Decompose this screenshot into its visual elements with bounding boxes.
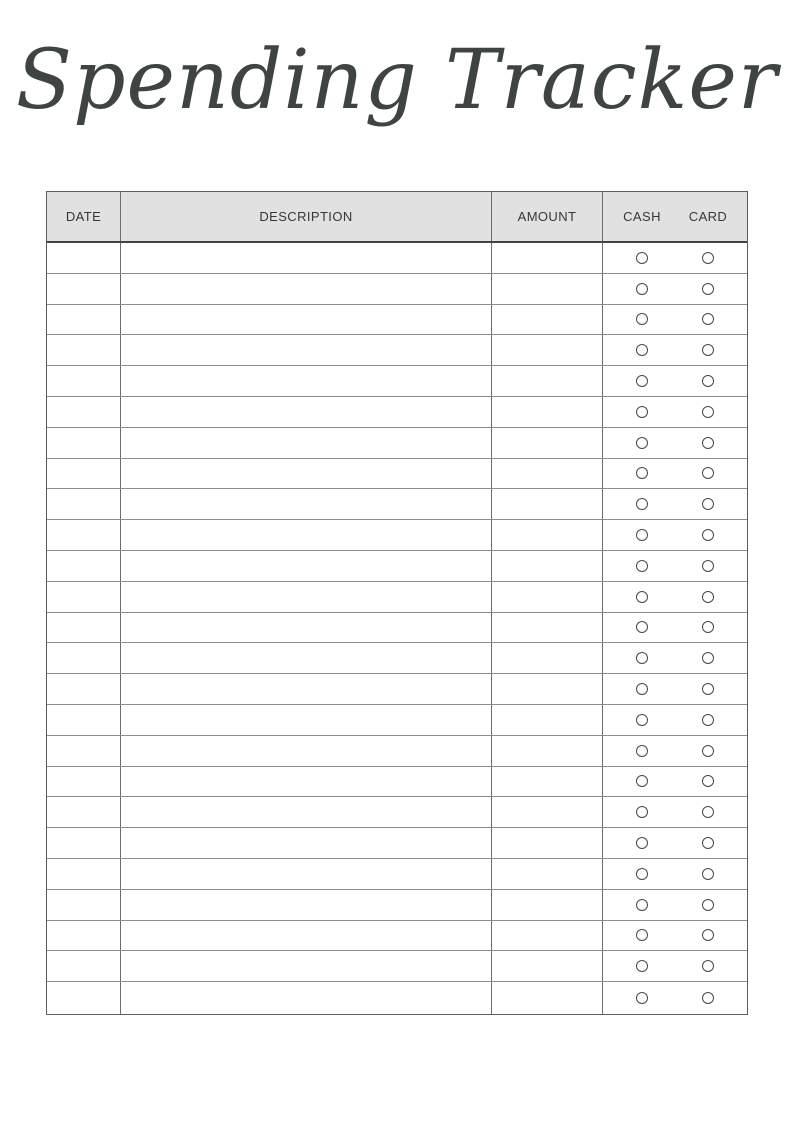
card-radio[interactable] [702, 437, 714, 449]
date-cell[interactable] [47, 551, 121, 581]
amount-cell[interactable] [492, 613, 603, 643]
description-cell[interactable] [121, 397, 492, 427]
date-cell[interactable] [47, 859, 121, 889]
cash-option [603, 520, 675, 550]
payment-method-cell [603, 397, 747, 427]
amount-cell[interactable] [492, 859, 603, 889]
cash-radio[interactable] [636, 344, 648, 356]
payment-method-cell [603, 243, 747, 273]
card-option [675, 613, 747, 643]
payment-method-cell [603, 767, 747, 797]
cash-option [603, 951, 675, 981]
date-cell[interactable] [47, 489, 121, 519]
payment-method-cell [603, 335, 747, 365]
table-row [47, 736, 747, 767]
description-cell[interactable] [121, 243, 492, 273]
spending-table [46, 191, 748, 1015]
cash-radio[interactable] [636, 313, 648, 325]
card-option [675, 736, 747, 766]
card-radio[interactable] [702, 899, 714, 911]
amount-cell[interactable] [492, 767, 603, 797]
cash-option [603, 859, 675, 889]
card-radio[interactable] [702, 591, 714, 603]
amount-cell[interactable] [492, 828, 603, 858]
description-cell[interactable] [121, 459, 492, 489]
card-radio[interactable] [702, 960, 714, 972]
date-cell[interactable] [47, 951, 121, 981]
payment-method-cell [603, 305, 747, 335]
cash-option [603, 305, 675, 335]
card-radio[interactable] [702, 406, 714, 418]
amount-cell[interactable] [492, 582, 603, 612]
amount-cell[interactable] [492, 243, 603, 273]
card-option [675, 674, 747, 704]
card-option [675, 428, 747, 458]
payment-method-cell [603, 582, 747, 612]
table-row [47, 305, 747, 336]
payment-method-cell [603, 643, 747, 673]
table-row [47, 767, 747, 798]
cash-radio[interactable] [636, 621, 648, 633]
payment-method-cell [603, 828, 747, 858]
card-option [675, 859, 747, 889]
date-cell[interactable] [47, 428, 121, 458]
card-option [675, 643, 747, 673]
description-cell[interactable] [121, 489, 492, 519]
cash-option [603, 921, 675, 951]
payment-method-cell [603, 736, 747, 766]
cash-option [603, 674, 675, 704]
table-row [47, 797, 747, 828]
card-option [675, 767, 747, 797]
description-cell[interactable] [121, 859, 492, 889]
card-radio[interactable] [702, 375, 714, 387]
payment-method-cell [603, 890, 747, 920]
payment-method-cell [603, 551, 747, 581]
amount-cell[interactable] [492, 305, 603, 335]
table-row [47, 890, 747, 921]
amount-cell[interactable] [492, 397, 603, 427]
card-radio[interactable] [702, 529, 714, 541]
amount-cell[interactable] [492, 674, 603, 704]
date-cell[interactable] [47, 736, 121, 766]
payment-method-cell [603, 366, 747, 396]
cash-radio[interactable] [636, 591, 648, 603]
card-option [675, 582, 747, 612]
table-row [47, 459, 747, 490]
page-title: Spending Tracker [15, 33, 779, 128]
description-cell[interactable] [121, 428, 492, 458]
amount-cell[interactable] [492, 274, 603, 304]
card-radio[interactable] [702, 560, 714, 572]
amount-cell[interactable] [492, 890, 603, 920]
table-row [47, 643, 747, 674]
payment-method-cell [603, 797, 747, 827]
payment-method-cell [603, 982, 747, 1014]
table-row [47, 951, 747, 982]
cash-radio[interactable] [636, 714, 648, 726]
cash-option [603, 274, 675, 304]
cash-option [603, 767, 675, 797]
cash-radio[interactable] [636, 899, 648, 911]
amount-cell[interactable] [492, 705, 603, 735]
description-cell[interactable] [121, 921, 492, 951]
date-cell[interactable] [47, 335, 121, 365]
card-option [675, 489, 747, 519]
cash-radio[interactable] [636, 375, 648, 387]
date-cell[interactable] [47, 613, 121, 643]
card-radio[interactable] [702, 683, 714, 695]
cash-radio[interactable] [636, 652, 648, 664]
amount-cell[interactable] [492, 428, 603, 458]
cash-option [603, 243, 675, 273]
table-row [47, 489, 747, 520]
description-cell[interactable] [121, 736, 492, 766]
table-row [47, 828, 747, 859]
amount-cell[interactable] [492, 551, 603, 581]
amount-cell[interactable] [492, 366, 603, 396]
cash-option [603, 459, 675, 489]
payment-method-cell [603, 459, 747, 489]
table-row [47, 551, 747, 582]
card-option [675, 921, 747, 951]
card-option [675, 335, 747, 365]
card-option [675, 890, 747, 920]
card-radio[interactable] [702, 621, 714, 633]
card-radio[interactable] [702, 344, 714, 356]
card-option [675, 551, 747, 581]
amount-cell[interactable] [492, 520, 603, 550]
payment-method-cell [603, 859, 747, 889]
header-amount: AMOUNT [492, 192, 603, 241]
card-option [675, 459, 747, 489]
card-radio[interactable] [702, 467, 714, 479]
cash-radio[interactable] [636, 837, 648, 849]
card-option [675, 797, 747, 827]
cash-radio[interactable] [636, 745, 648, 757]
date-cell[interactable] [47, 643, 121, 673]
payment-method-cell [603, 274, 747, 304]
cash-option [603, 428, 675, 458]
header-description: DESCRIPTION [121, 192, 492, 241]
cash-option [603, 335, 675, 365]
cash-option [603, 828, 675, 858]
card-radio[interactable] [702, 313, 714, 325]
card-radio[interactable] [702, 837, 714, 849]
date-cell[interactable] [47, 921, 121, 951]
card-option [675, 951, 747, 981]
card-radio[interactable] [702, 498, 714, 510]
cash-radio[interactable] [636, 960, 648, 972]
date-cell[interactable] [47, 582, 121, 612]
table-row [47, 335, 747, 366]
card-radio[interactable] [702, 652, 714, 664]
cash-radio[interactable] [636, 683, 648, 695]
card-radio[interactable] [702, 283, 714, 295]
cash-radio[interactable] [636, 467, 648, 479]
description-cell[interactable] [121, 643, 492, 673]
description-cell[interactable] [121, 613, 492, 643]
cash-radio[interactable] [636, 283, 648, 295]
cash-option [603, 643, 675, 673]
cash-option [603, 982, 675, 1014]
cash-option [603, 582, 675, 612]
card-option [675, 305, 747, 335]
table-row [47, 859, 747, 890]
description-cell[interactable] [121, 335, 492, 365]
table-row [47, 274, 747, 305]
description-cell[interactable] [121, 890, 492, 920]
description-cell[interactable] [121, 274, 492, 304]
table-header [47, 192, 747, 243]
card-option [675, 828, 747, 858]
description-cell[interactable] [121, 797, 492, 827]
cash-option [603, 613, 675, 643]
cash-option [603, 705, 675, 735]
description-cell[interactable] [121, 982, 492, 1014]
cash-radio[interactable] [636, 560, 648, 572]
amount-cell[interactable] [492, 951, 603, 981]
amount-cell[interactable] [492, 489, 603, 519]
cash-radio[interactable] [636, 775, 648, 787]
cash-radio[interactable] [636, 437, 648, 449]
card-radio[interactable] [702, 714, 714, 726]
description-cell[interactable] [121, 767, 492, 797]
date-cell[interactable] [47, 705, 121, 735]
table-row [47, 921, 747, 952]
cash-radio[interactable] [636, 406, 648, 418]
cash-radio[interactable] [636, 252, 648, 264]
cash-radio[interactable] [636, 929, 648, 941]
payment-method-cell [603, 921, 747, 951]
card-radio[interactable] [702, 868, 714, 880]
cash-option [603, 890, 675, 920]
description-cell[interactable] [121, 828, 492, 858]
table-row [47, 243, 747, 274]
description-cell[interactable] [121, 951, 492, 981]
header-date: DATE [47, 192, 121, 241]
payment-method-cell [603, 489, 747, 519]
description-cell[interactable] [121, 551, 492, 581]
cash-radio[interactable] [636, 992, 648, 1004]
cash-option [603, 366, 675, 396]
date-cell[interactable] [47, 828, 121, 858]
description-cell[interactable] [121, 520, 492, 550]
cash-option [603, 551, 675, 581]
card-radio[interactable] [702, 992, 714, 1004]
date-cell[interactable] [47, 305, 121, 335]
header-cash: CASH [623, 209, 661, 224]
table-row [47, 613, 747, 644]
card-radio[interactable] [702, 252, 714, 264]
card-option [675, 366, 747, 396]
card-option [675, 397, 747, 427]
date-cell[interactable] [47, 890, 121, 920]
card-radio[interactable] [702, 745, 714, 757]
description-cell[interactable] [121, 674, 492, 704]
cash-option [603, 489, 675, 519]
date-cell[interactable] [47, 243, 121, 273]
cash-radio[interactable] [636, 868, 648, 880]
payment-method-cell [603, 951, 747, 981]
cash-radio[interactable] [636, 529, 648, 541]
payment-method-cell [603, 520, 747, 550]
amount-cell[interactable] [492, 643, 603, 673]
cash-radio[interactable] [636, 806, 648, 818]
cash-radio[interactable] [636, 498, 648, 510]
card-radio[interactable] [702, 806, 714, 818]
amount-cell[interactable] [492, 335, 603, 365]
card-option [675, 705, 747, 735]
date-cell[interactable] [47, 274, 121, 304]
table-row [47, 674, 747, 705]
card-option [675, 982, 747, 1014]
card-option [675, 243, 747, 273]
description-cell[interactable] [121, 366, 492, 396]
date-cell[interactable] [47, 767, 121, 797]
table-row [47, 582, 747, 613]
payment-method-cell [603, 428, 747, 458]
header-payment-method [603, 192, 747, 241]
cash-option [603, 736, 675, 766]
table-row [47, 705, 747, 736]
card-option [675, 520, 747, 550]
amount-cell[interactable] [492, 982, 603, 1014]
description-cell[interactable] [121, 582, 492, 612]
card-option [675, 274, 747, 304]
cash-option [603, 397, 675, 427]
table-row [47, 428, 747, 459]
card-radio[interactable] [702, 775, 714, 787]
cash-option [603, 797, 675, 827]
date-cell[interactable] [47, 982, 121, 1014]
date-cell[interactable] [47, 397, 121, 427]
payment-method-cell [603, 705, 747, 735]
header-card: CARD [688, 209, 728, 224]
date-cell[interactable] [47, 674, 121, 704]
date-cell[interactable] [47, 797, 121, 827]
amount-cell[interactable] [492, 736, 603, 766]
table-body [47, 243, 747, 1014]
amount-cell[interactable] [492, 459, 603, 489]
table-row [47, 397, 747, 428]
table-row [47, 366, 747, 397]
description-cell[interactable] [121, 305, 492, 335]
date-cell[interactable] [47, 459, 121, 489]
payment-method-cell [603, 674, 747, 704]
card-radio[interactable] [702, 929, 714, 941]
date-cell[interactable] [47, 520, 121, 550]
table-row [47, 982, 747, 1014]
payment-method-cell [603, 613, 747, 643]
amount-cell[interactable] [492, 921, 603, 951]
date-cell[interactable] [47, 366, 121, 396]
amount-cell[interactable] [492, 797, 603, 827]
table-row [47, 520, 747, 551]
description-cell[interactable] [121, 705, 492, 735]
